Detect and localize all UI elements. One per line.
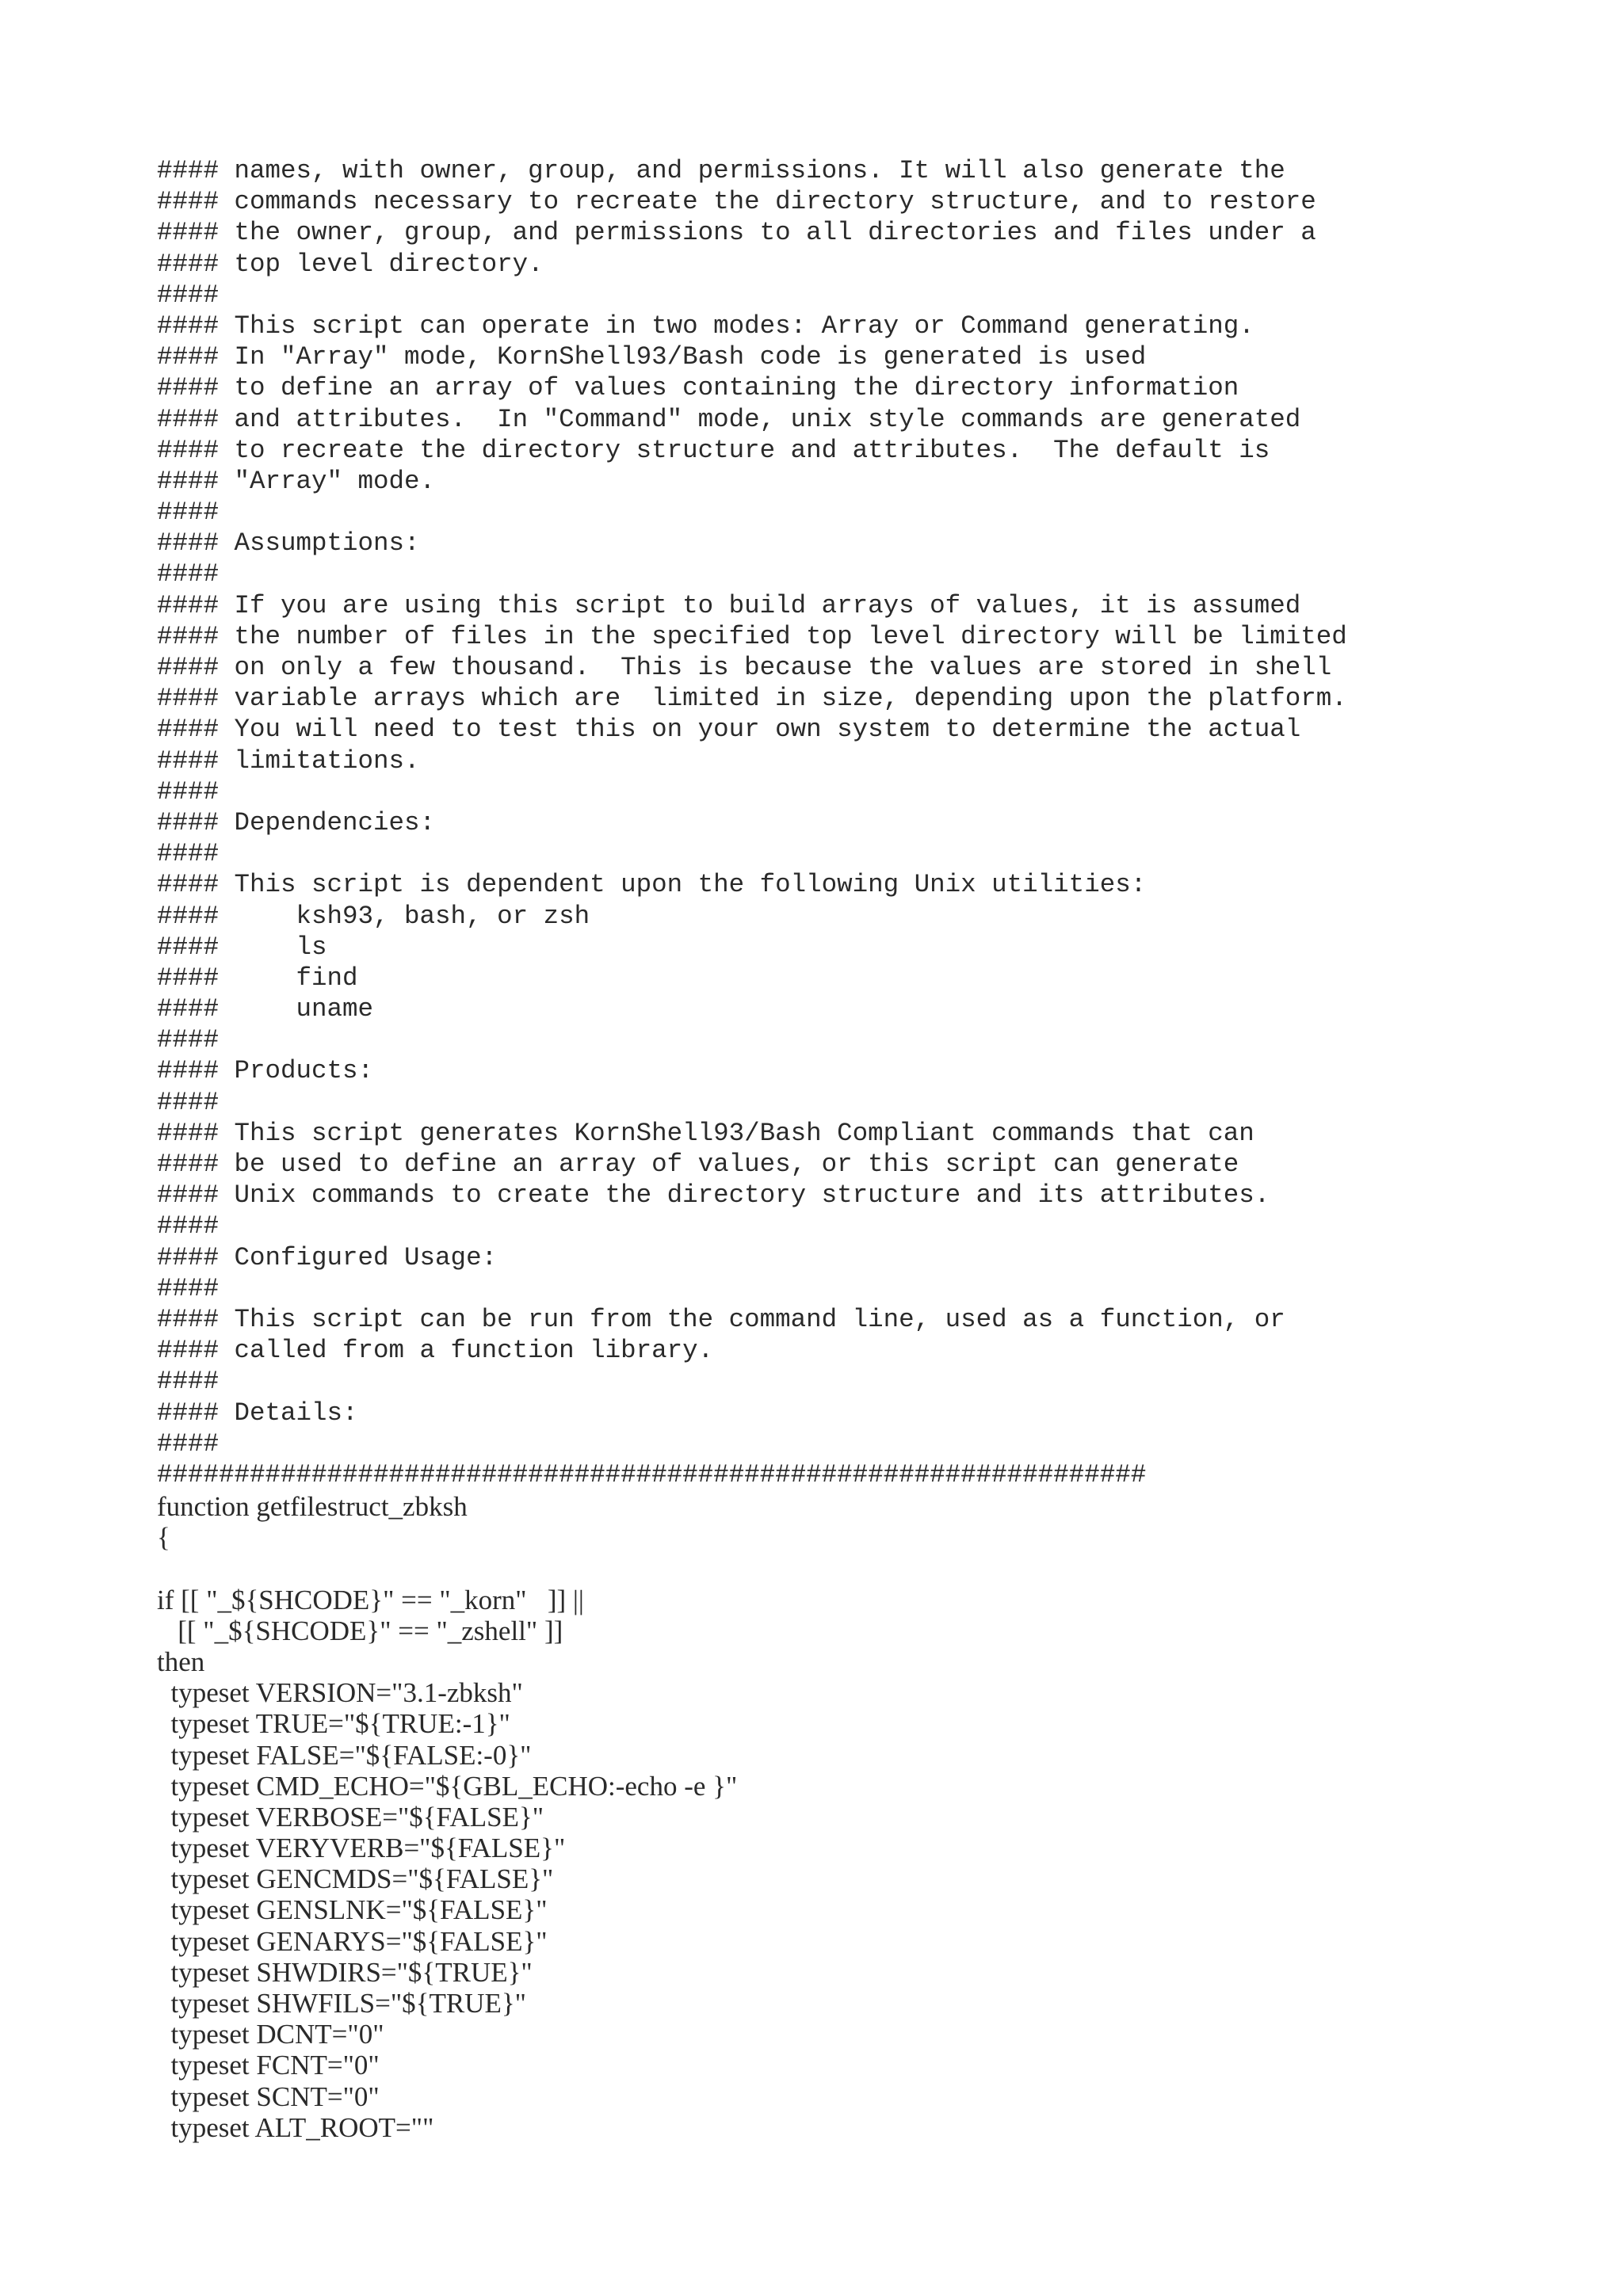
comment-line: #### to define an array of values containing the directory information [157,373,1239,403]
header-comment-block [157,155,1504,1490]
comment-line: #### on only a few thousand. This is because the values are stored in shell [157,653,1332,682]
comment-line: #### [157,776,220,807]
comment-line: #### [157,280,220,310]
comment-line: #### Configured Usage: [157,1242,498,1272]
comment-line: #### called from a function library. [157,1336,714,1366]
comment-line: #### the owner, group, and permissions to all directories and files under a [157,218,1316,248]
code-line: typeset VERBOSE="${FALSE}" [157,1801,544,1833]
comment-line: #### find [157,963,358,993]
comment-line: #### [157,1367,220,1397]
comment-line: #### Products: [157,1056,374,1086]
comment-line: #### Assumptions: [157,528,420,559]
code-line: if [[ "_${SHCODE}" == "_korn" ]] || [157,1584,584,1615]
code-line [157,1553,1504,1584]
code-line: typeset FCNT="0" [157,2050,380,2081]
code-line: { [157,1522,170,1554]
comment-line: #### ksh93, bash, or zsh [157,901,590,931]
comment-line: #### [157,1025,220,1055]
comment-line: #### uname [157,994,374,1024]
comment-line: #### In "Array" mode, KornShell93/Bash code is generated is used [157,342,1147,372]
code-line: then [157,1646,205,1677]
code-line: typeset SCNT="0" [157,2081,380,2112]
comment-line: #### commands necessary to recreate the directory structure, and to restore [157,187,1316,217]
code-line: typeset GENSLNK="${FALSE}" [157,1894,548,1926]
code-line: [[ "_${SHCODE}" == "_zshell" ]] [157,1615,563,1646]
function-code-block [157,1491,1504,2143]
comment-line: #### This script can be run from the command line, used as a function, or [157,1304,1285,1334]
code-line: typeset DCNT="0" [157,2019,384,2050]
comment-line: #### [157,559,220,589]
comment-line: #### "Array" mode. [157,466,436,496]
comment-line: #### [157,1211,220,1241]
comment-line: #### ls [157,932,327,962]
comment-line: #### You will need to test this on your own system to determine the actual [157,715,1301,745]
code-line: typeset VERSION="3.1-zbksh" [157,1677,523,1709]
code-line: typeset FALSE="${FALSE:-0}" [157,1739,532,1771]
code-line: typeset GENARYS="${FALSE}" [157,1925,548,1957]
comment-line: #### limitations. [157,746,420,776]
code-line: typeset TRUE="${TRUE:-1}" [157,1708,510,1740]
comment-line: #### names, with owner, group, and permissions. It will also generate the [157,156,1285,185]
comment-line: #### Dependencies: [157,807,436,837]
comment-line: #### Unix commands to create the directory structure and its attributes. [157,1180,1270,1211]
comment-line: #### Details: [157,1398,358,1428]
comment-line: #### and attributes. In "Command" mode, unix style commands are generated [157,404,1301,434]
comment-line: #### If you are using this script to build arrays of values, it is assumed [157,590,1301,620]
comment-line: #### be used to define an array of values, or this script can generate [157,1150,1239,1179]
comment-line: #### top level directory. [157,249,544,279]
code-line: typeset SHWFILS="${TRUE}" [157,1988,526,2019]
comment-line: #### to recreate the directory structure and attributes. The default is [157,435,1270,465]
comment-line: #### the number of files in the specified top level directory will be limited [157,621,1347,651]
comment-line: #### This script can operate in two modes: Array or Command generating. [157,311,1254,341]
comment-line: #### [157,1273,220,1303]
code-line: typeset GENCMDS="${FALSE}" [157,1863,554,1895]
comment-line: #### This script is dependent upon the following Unix utilities: [157,870,1147,900]
comment-line: #### variable arrays which are limited in size, depending upon the platform. [157,684,1347,714]
code-line: typeset CMD_ECHO="${GBL_ECHO:-echo -e }" [157,1770,738,1802]
comment-line: #### [157,839,220,869]
code-line: typeset SHWDIRS="${TRUE}" [157,1956,533,1988]
code-line: typeset VERYVERB="${FALSE}" [157,1833,566,1864]
comment-line: #### [157,1428,220,1459]
comment-line: #### [157,1087,220,1117]
comment-line: ################################################################ [157,1459,1147,1489]
comment-line: #### This script generates KornShell93/Bash Compliant commands that can [157,1118,1254,1148]
comment-line: #### [157,498,220,528]
code-line: typeset ALT_ROOT="" [157,2111,434,2143]
code-line: function getfilestruct_zbksh [157,1491,468,1522]
